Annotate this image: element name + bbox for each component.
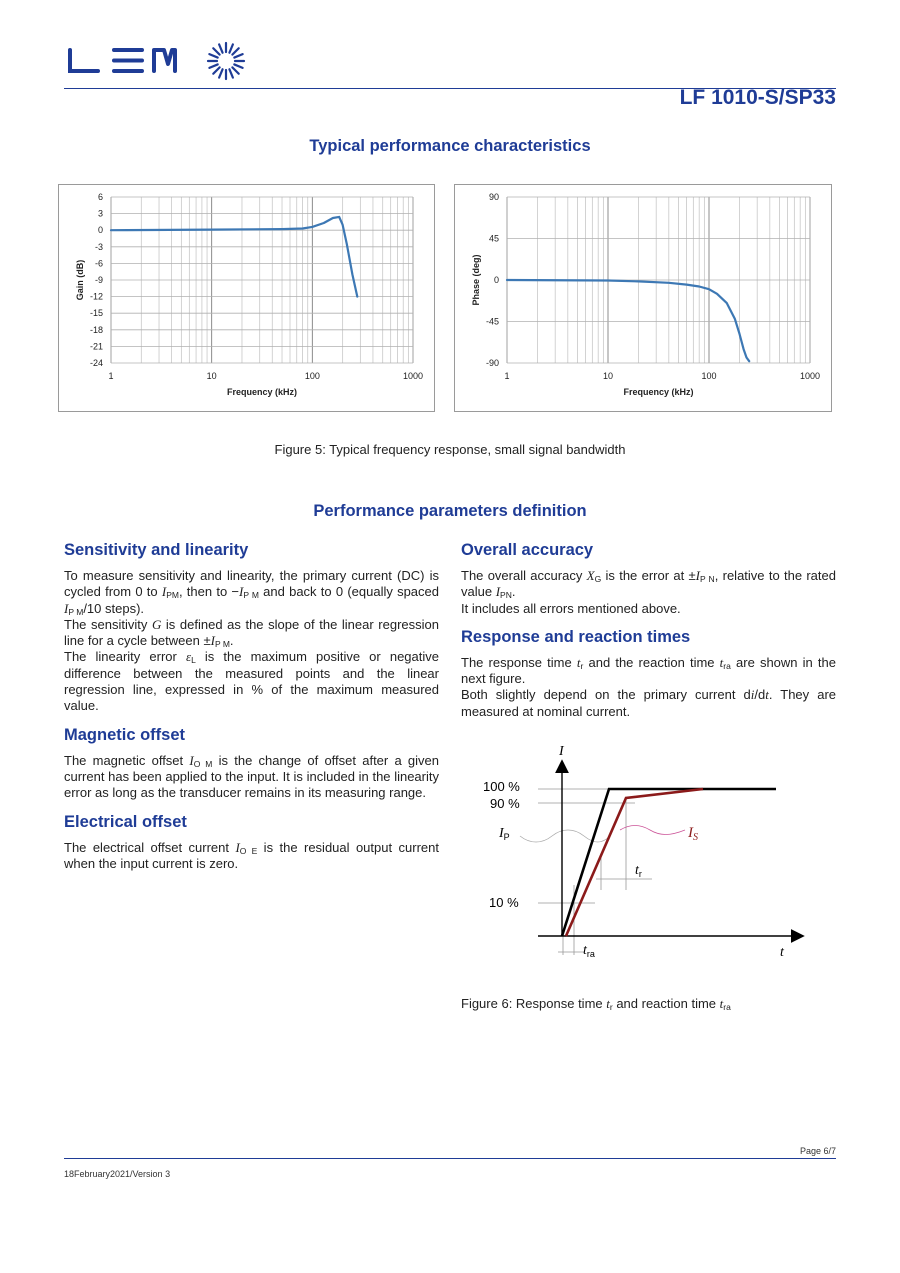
right-column (461, 540, 836, 730)
x-tick-label: 1 (504, 371, 510, 381)
x-tick-label: 1000 (402, 371, 424, 381)
sensitivity-paragraph-1: To measure sensitivity and linearity, the primary current (DC) is cycled from 0 to $I_{PM}$, then to $-I_{P M}$ and back to 0 (equally spaced $I_{P M}/10$ steps). (64, 568, 439, 617)
y-tick-label: -12 (89, 291, 103, 302)
heading-response-reaction-times: Response and reaction times (461, 627, 691, 646)
label-is: $I_S$ (688, 825, 698, 843)
label-100-percent: 100 % (483, 779, 520, 794)
y-tick-label: -45 (485, 316, 499, 327)
y-tick-label: 0 (97, 225, 103, 236)
x-axis-label: Frequency (kHz) (623, 387, 694, 397)
label-tr: $t_r$ (635, 863, 642, 879)
document-title: LF 1010-S/SP33 (679, 86, 836, 109)
logo-ray (232, 67, 238, 73)
axis-label-i: I (559, 744, 564, 759)
x-tick-label: 1000 (799, 371, 821, 381)
axis-label-t: t (780, 945, 784, 960)
series-line (111, 217, 357, 297)
y-tick-label: -18 (89, 324, 103, 335)
figure5-caption: Figure 5: Typical frequency response, small signal bandwidth (274, 442, 626, 457)
logo-ray (232, 48, 238, 54)
input-current-trace (562, 789, 776, 936)
electrical-offset-paragraph: The electrical offset current $I_{O E}$ is the residual output current when the input current is zero. (64, 839, 439, 871)
heading-electrical-offset: Electrical offset (64, 812, 187, 831)
linearity-paragraph: The linearity error $\varepsilon_L$ is the maximum positive or negative difference between the measured points and the linear regression line, expressed in % of the maximum measured value. (64, 649, 439, 714)
y-tick-label: -24 (89, 358, 103, 368)
x-tick-label: 100 (304, 371, 320, 381)
y-tick-label: 3 (97, 208, 103, 219)
gain-chart-frame (58, 184, 435, 412)
magnetic-offset-paragraph: The magnetic offset $I_{O M}$ is the change of offset after a given current has been applied to the input. It is included in the linearity error as long as the transducer remains in its measuring range. (64, 752, 439, 801)
logo-ray (229, 69, 232, 77)
y-tick-label: -15 (89, 308, 103, 319)
x-tick-label: 10 (206, 371, 217, 381)
y-tick-label: -21 (89, 341, 103, 352)
logo-ray (213, 48, 219, 54)
heading-magnetic-offset: Magnetic offset (64, 725, 186, 744)
phase-chart (455, 185, 831, 411)
y-axis-label: Phase (deg) (471, 254, 481, 306)
is-wave-connector (620, 826, 685, 835)
heading-overall-accuracy: Overall accuracy (461, 541, 594, 559)
response-paragraph-2: Both slightly depend on the primary current di/dt. They are measured at nominal current. (461, 687, 837, 719)
section-title-parameters-definition: Performance parameters definition (313, 502, 587, 520)
y-axis-label: Gain (dB) (75, 259, 85, 301)
lem-logo (64, 38, 254, 84)
y-tick-label: -6 (94, 258, 103, 269)
x-tick-label: 100 (701, 371, 717, 381)
series-line (507, 280, 749, 361)
logo-ray (234, 54, 242, 57)
x-tick-label: 10 (602, 371, 614, 381)
y-tick-label: -3 (94, 241, 103, 252)
gain-chart (59, 185, 434, 411)
phase-chart-frame (454, 184, 832, 412)
label-10-percent: 10 % (489, 895, 519, 910)
y-tick-label: -90 (485, 358, 499, 368)
section-title-performance-characteristics: Typical performance characteristics (309, 137, 591, 155)
logo-ray (219, 44, 222, 52)
logo-ray (209, 54, 217, 57)
label-90-percent: 90 % (490, 796, 520, 811)
logo-ray (209, 64, 217, 67)
x-tick-label: 1 (108, 371, 114, 381)
heading-sensitivity-linearity: Sensitivity and linearity (64, 541, 249, 559)
response-time-diagram (470, 740, 820, 970)
label-tra: $t_{ra}$ (583, 943, 595, 959)
logo-ray (213, 67, 219, 73)
left-column (64, 540, 439, 882)
logo-ray (234, 64, 242, 67)
y-tick-label: -9 (94, 275, 103, 285)
logo-ray (229, 44, 232, 52)
overall-accuracy-paragraph: The overall accuracy $X_G$ is the error at $\pm I_{P N}$, relative to the rated value $I_{PN}$. (461, 568, 836, 601)
overall-accuracy-paragraph-2: It includes all errors mentioned above. (461, 600, 681, 616)
page-number: Page 6/7 (799, 1146, 836, 1156)
date-version: 18February2021/Version 3 (64, 1169, 171, 1179)
y-tick-label: 0 (493, 275, 499, 285)
footer-rule (64, 1158, 836, 1159)
label-ip: $I_P$ (499, 826, 510, 842)
y-tick-label: 45 (488, 233, 499, 244)
sensitivity-paragraph-2: The sensitivity G is defined as the slope of the linear regression line for a cycle between $\pm I_{P M}$. (64, 616, 439, 650)
figure6-caption: Figure 6: Response time $t_r$ and reaction time $t_{ra}$ (461, 996, 731, 1012)
y-tick-label: 90 (488, 192, 499, 202)
x-axis-label: Frequency (kHz) (226, 387, 298, 397)
y-tick-label: 6 (97, 192, 103, 202)
response-paragraph-1: The response time $t_r$ and the reaction time $t_{ra}$ are shown in the next figure. (461, 654, 836, 687)
logo-ray (219, 69, 222, 77)
